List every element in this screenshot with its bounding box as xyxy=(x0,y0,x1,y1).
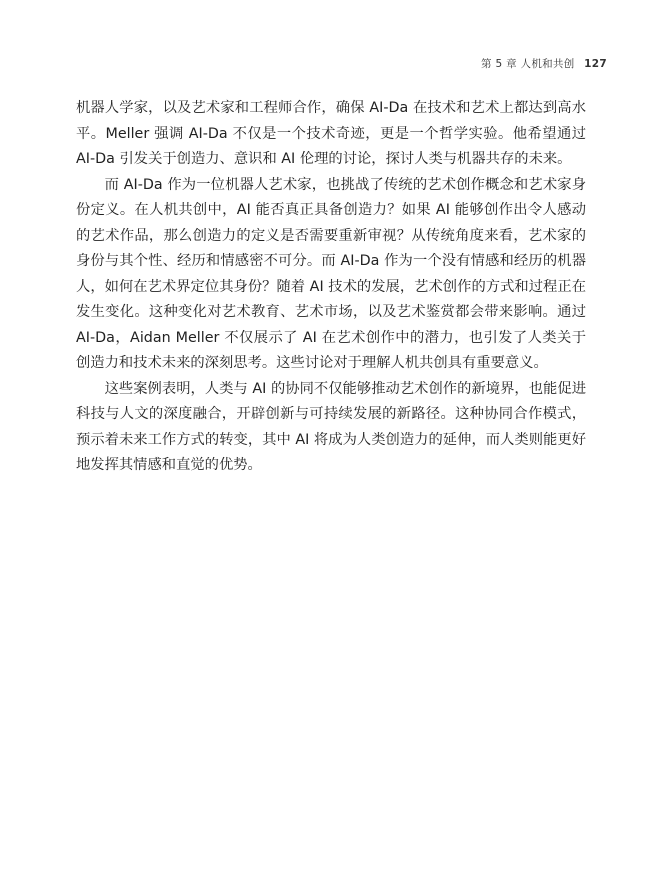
paragraph: 而 AI-Da 作为一位机器人艺术家，也挑战了传统的艺术创作概念和艺术家身份定义。在人机共创中，AI 能否真正具备创造力？如果 AI 能够创作出令人感动的艺术作品，那么创造力的定义是否需要重新审视？从传统角度来看，艺术家的身份与其个性、经历和情感密不可分。而 AI-Da 作为一个没有情感和经历的机器人，如何在艺术界定位其身份？随着 AI 技术的发展，艺术创作的方式和过程正在发生变化。这种变化对艺术教育、艺术市场，以及艺术鉴赏都会带来影响。通过 AI-Da，Aidan Meller 不仅展示了 AI 在艺术创作中的潜力，也引发了人类关于创造力和技术未来的深刻思考。这些讨论对于理解人机共创具有重要意义。 xyxy=(76,176,586,371)
body-text xyxy=(76,96,586,479)
page-number: 127 xyxy=(584,58,607,70)
paragraph: 这些案例表明，人类与 AI 的协同不仅能够推动艺术创作的新境界，也能促进科技与人文的深度融合，开辟创新与可持续发展的新路径。这种协同合作模式，预示着未来工作方式的转变，其中 AI 将成为人类创造力的延伸，而人类则能更好地发挥其情感和直觉的优势。 xyxy=(76,380,586,473)
running-header xyxy=(481,56,607,71)
chapter-label: 第 5 章 人机和共创 xyxy=(481,58,575,70)
paragraph-continued: 机器人学家，以及艺术家和工程师合作，确保 AI-Da 在技术和艺术上都达到高水平。Meller 强调 AI-Da 不仅是一个技术奇迹，更是一个哲学实验。他希望通过 AI-Da 引发关于创造力、意识和 AI 伦理的讨论，探讨人类与机器共存的未来。 xyxy=(76,100,586,167)
